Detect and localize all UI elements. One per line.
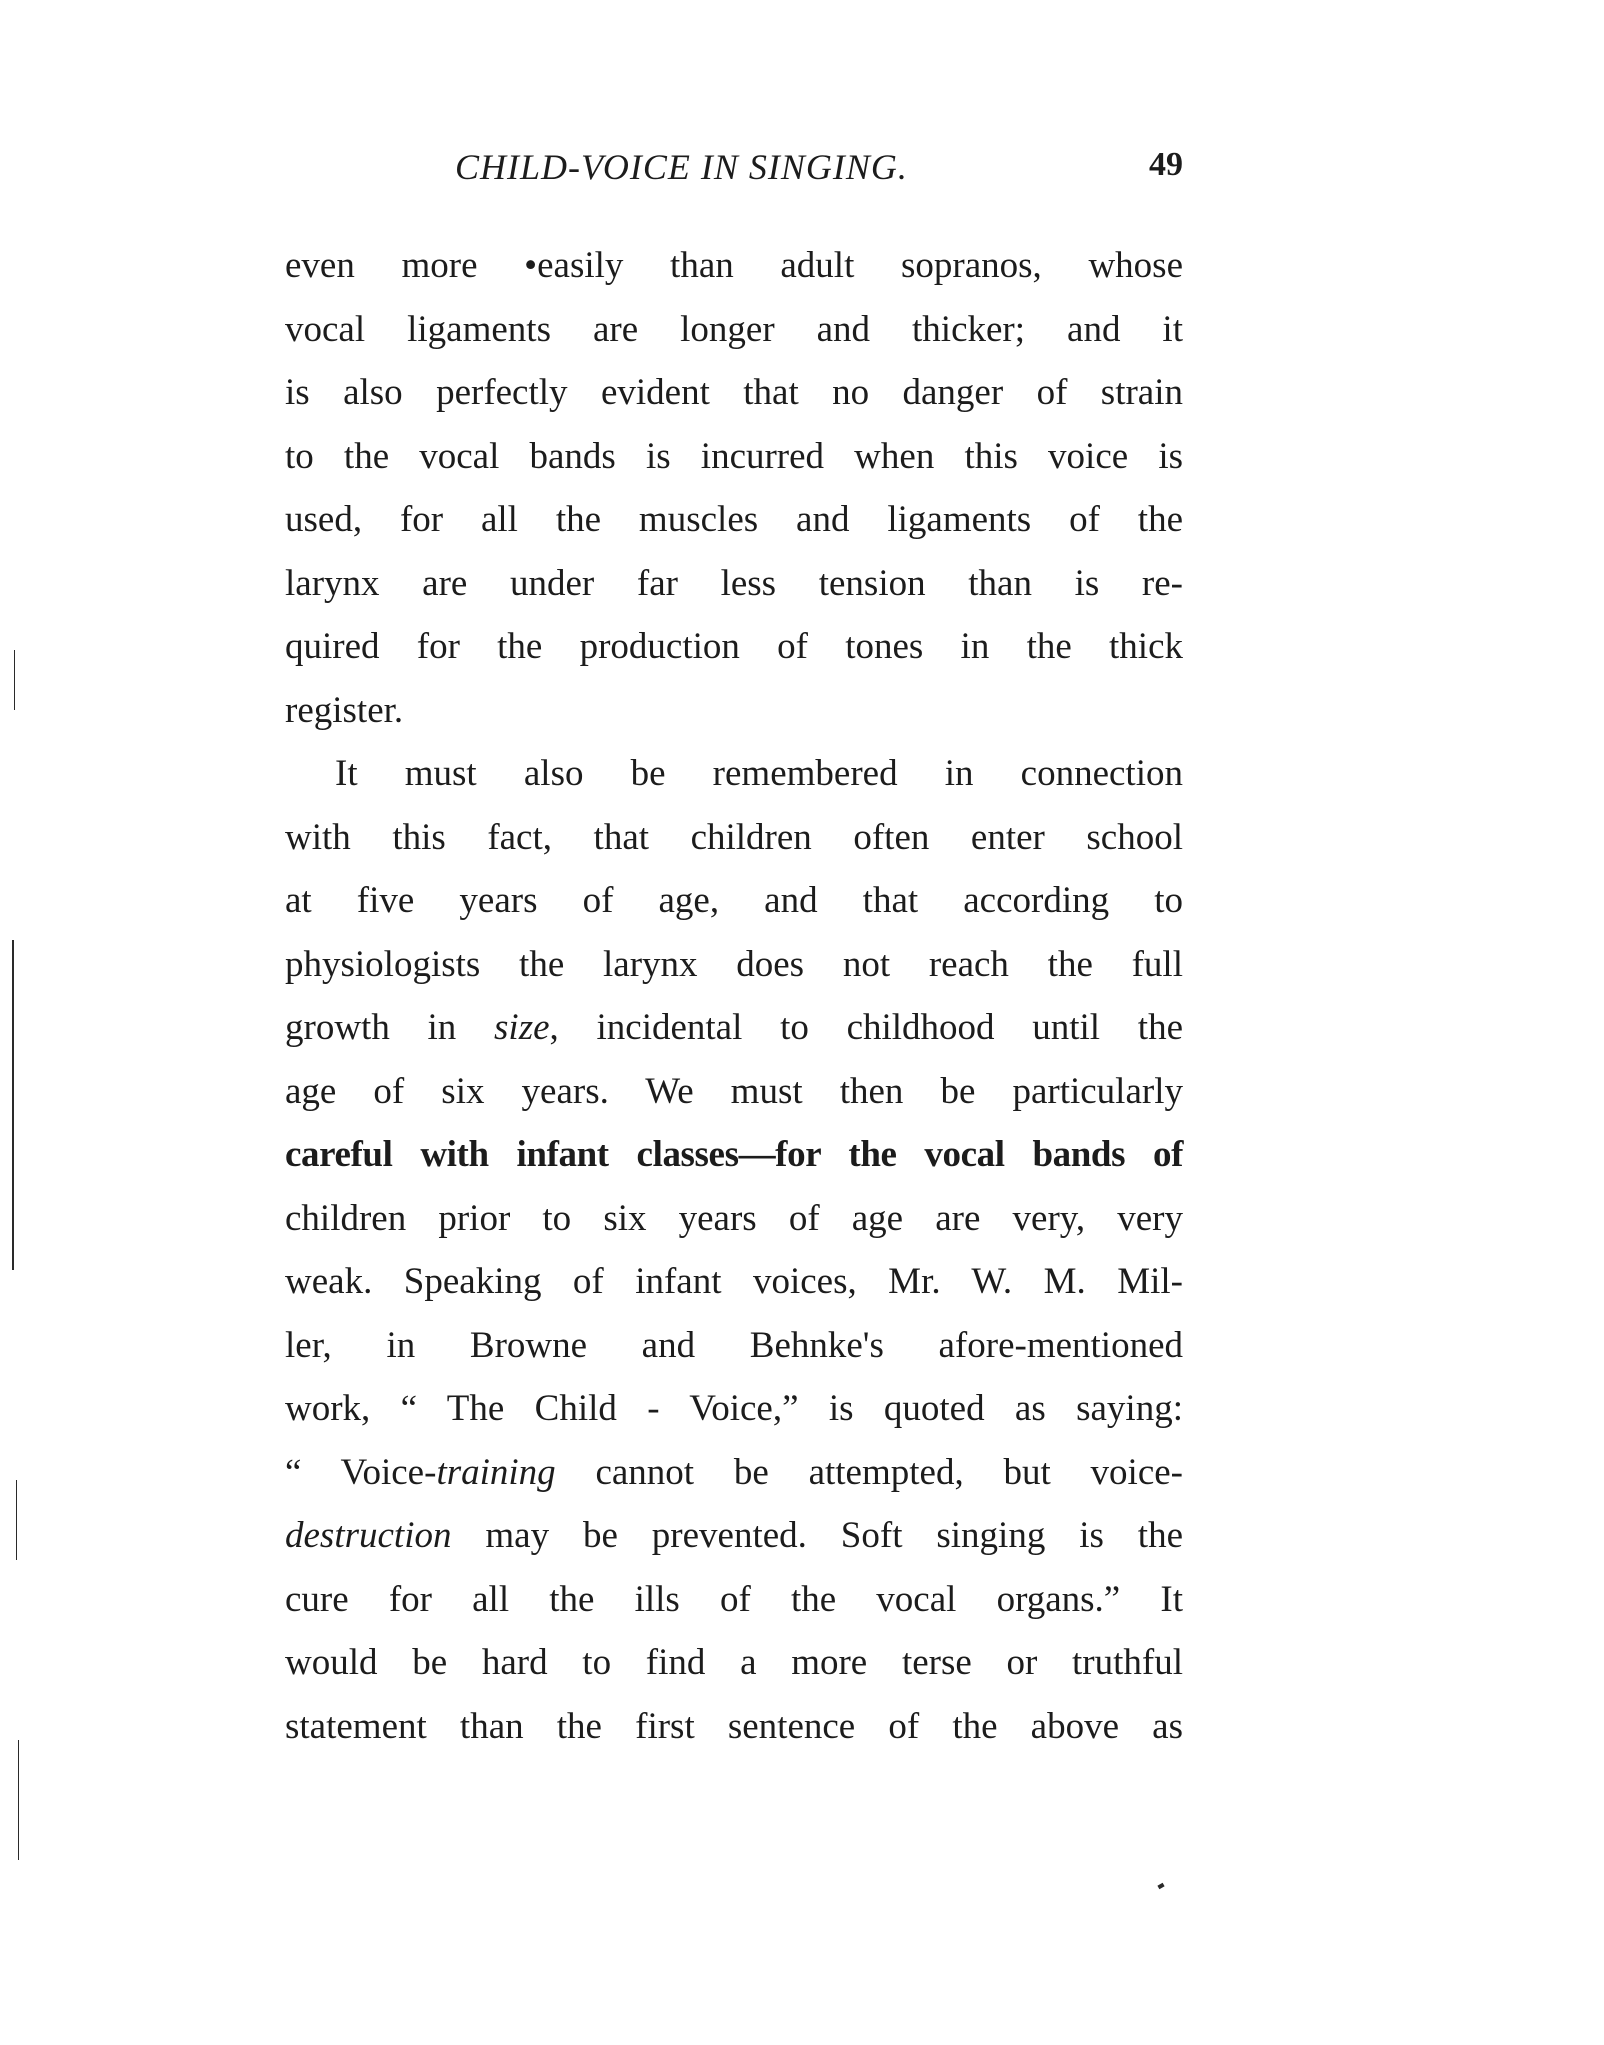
text-run: , incidental to childhood until the xyxy=(549,1007,1183,1048)
text-line: quired for the production of tones in the thick xyxy=(285,626,1183,667)
text-line: is also perfectly evident that no danger of strain xyxy=(285,372,1183,413)
page-number: 49 xyxy=(1149,146,1183,183)
scan-edge-mark xyxy=(18,1740,19,1860)
scan-edge-mark xyxy=(14,650,15,710)
scan-edge-mark xyxy=(16,1480,17,1560)
text-line: work, “ The Child - Voice,” is quoted as saying: xyxy=(285,1388,1183,1429)
text-line xyxy=(285,1504,1183,1568)
scan-edge-mark xyxy=(12,940,14,1270)
text-line: larynx are under far less tension than is re- xyxy=(285,562,1183,604)
text-line: children prior to six years of age are very, very xyxy=(285,1197,1183,1239)
text-line: statement than the first sentence of the above as xyxy=(285,1705,1183,1747)
italic-word: size xyxy=(494,1007,550,1048)
text-run: growth in xyxy=(285,1007,457,1048)
text-line: at five years of age, and that according to xyxy=(285,880,1183,921)
text-line: would be hard to find a more terse or truthful xyxy=(285,1642,1183,1683)
running-title: CHILD-VOICE IN SINGING. xyxy=(455,147,908,187)
text-line: age of six years. We must then be particularly xyxy=(285,1070,1183,1112)
text-line: to the vocal bands is incurred when this voice is xyxy=(285,435,1183,477)
text-line: with this fact, that children often enter school xyxy=(285,816,1183,858)
text-line: register. xyxy=(285,689,404,731)
italic-word: training xyxy=(436,1451,556,1493)
text-run: may be prevented. Soft singing is the xyxy=(451,1515,1183,1556)
text-line: even more •easily than adult sopranos, whose xyxy=(285,245,1183,286)
text-line: careful with infant classes—for the vocal bands of xyxy=(285,1134,1183,1175)
running-head xyxy=(285,146,1183,196)
italic-word: destruction xyxy=(285,1515,452,1556)
text-line: ler, in Browne and Behnke's afore-mentioned xyxy=(285,1324,1183,1366)
text-line: used, for all the muscles and ligaments of the xyxy=(285,499,1183,540)
text-line: cure for all the ills of the vocal organs.” It xyxy=(285,1578,1183,1620)
text-line xyxy=(285,1441,1183,1505)
text-line: It must also be remembered in connection xyxy=(335,753,1183,794)
text-line xyxy=(285,996,1183,1060)
text-line: weak. Speaking of infant voices, Mr. W. M. Mil- xyxy=(285,1261,1183,1302)
text-line: vocal ligaments are longer and thicker; and it xyxy=(285,308,1183,350)
scan-dot-mark xyxy=(1157,1883,1164,1889)
text-line: physiologists the larynx does not reach the full xyxy=(285,943,1183,985)
body-text xyxy=(285,234,1183,1758)
text-run: cannot be attempted, but voice- xyxy=(555,1451,1183,1493)
text-run: “ Voice- xyxy=(285,1451,437,1493)
